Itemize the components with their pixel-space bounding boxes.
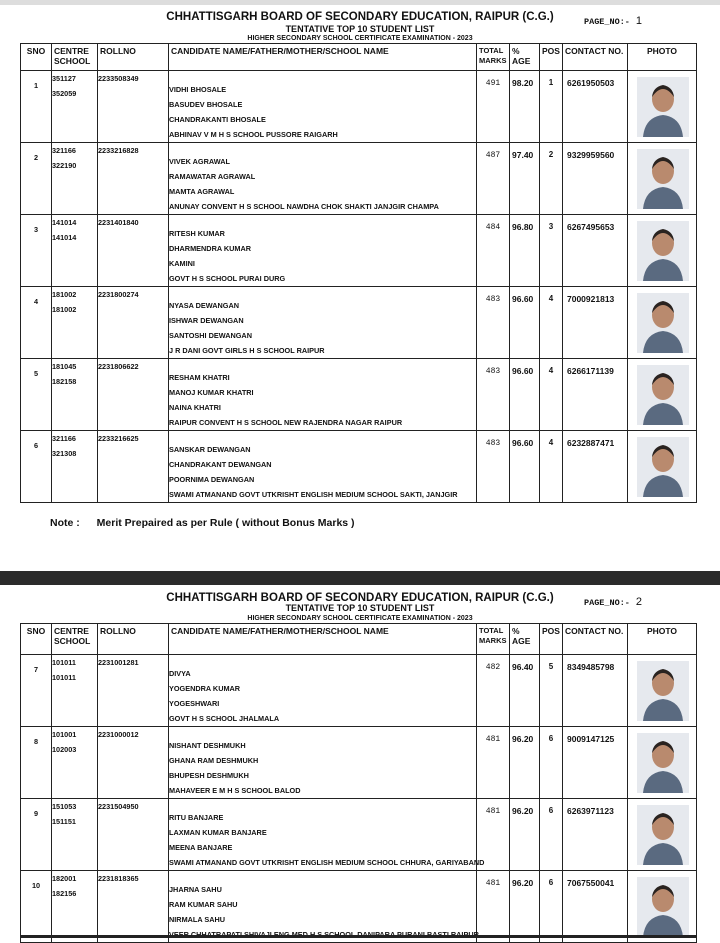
row-centre: 321166 xyxy=(52,146,76,155)
student-photo-icon xyxy=(637,877,689,937)
row-mother-name: CHANDRAKANTI BHOSALE xyxy=(169,115,266,124)
row-father-name: DHARMENDRA KUMAR xyxy=(169,244,252,253)
row-total-marks: 491 xyxy=(477,71,510,143)
student-photo xyxy=(637,77,689,137)
row-school-code: 182158 xyxy=(52,377,77,386)
row-mother-name: BHUPESH DESHMUKH xyxy=(169,771,249,780)
row-school-name: ABHINAV V M H S SCHOOL PUSSORE RAIGARH xyxy=(169,130,338,139)
row-father-name: YOGENDRA KUMAR xyxy=(169,684,241,693)
row-photo-cell xyxy=(628,871,697,943)
row-father-name: LAXMAN KUMAR BANJARE xyxy=(169,828,267,837)
col-header-name: CANDIDATE NAME/FATHER/MOTHER/SCHOOL NAME xyxy=(169,624,477,655)
col-header-pos: POS xyxy=(540,624,563,655)
col-header-contact: CONTACT NO. xyxy=(563,44,628,71)
list-title-page-2: TENTATIVE TOP 10 STUDENT LIST xyxy=(285,603,435,613)
row-school-name: SWAMI ATMANAND GOVT UTKRISHT ENGLISH MEDIUM SCHOOL CHHURA, GARIYABAND xyxy=(169,858,485,867)
row-sno: 9 xyxy=(21,799,52,871)
row-total-marks: 483 xyxy=(477,431,510,503)
page-number-label: PAGE_NO:- xyxy=(584,17,630,27)
row-school-code: 102003 xyxy=(52,745,77,754)
row-school-code: 101011 xyxy=(52,673,76,682)
row-rollno: 2231001281 xyxy=(98,658,139,667)
col-header-total: TOTAL MARKS xyxy=(477,44,510,71)
row-school-code: 181002 xyxy=(52,305,77,314)
table-header-row xyxy=(21,624,697,655)
row-centre: 101011 xyxy=(52,658,76,667)
row-names xyxy=(169,431,477,503)
student-photo-icon xyxy=(637,149,689,209)
row-rollno-cell xyxy=(98,143,169,215)
row-contact: 6266171139 xyxy=(563,359,628,431)
row-position: 3 xyxy=(540,215,563,287)
page-divider xyxy=(0,571,720,585)
row-mother-name: SANTOSHI DEWANGAN xyxy=(169,331,252,340)
row-candidate-name: NYASA DEWANGAN xyxy=(169,301,240,310)
row-photo-cell xyxy=(628,655,697,727)
col-header-sno: SNO xyxy=(21,44,52,71)
row-school-code: 151151 xyxy=(52,817,76,826)
row-school-code: 182156 xyxy=(52,889,77,898)
student-table-page-2 xyxy=(20,623,697,943)
row-centre-school xyxy=(52,359,98,431)
row-percentage: 96.20 xyxy=(510,799,540,871)
row-candidate-name: VIDHI BHOSALE xyxy=(169,85,227,94)
row-rollno: 2231401840 xyxy=(98,218,139,227)
col-header-centre: CENTRE SCHOOL xyxy=(52,44,98,71)
row-school-name: RAIPUR CONVENT H S SCHOOL NEW RAJENDRA NAGAR RAIPUR xyxy=(169,418,403,427)
row-photo-cell xyxy=(628,287,697,359)
row-total-marks: 481 xyxy=(477,871,510,943)
row-percentage: 96.60 xyxy=(510,287,540,359)
row-mother-name: NAINA KHATRI xyxy=(169,403,221,412)
row-centre: 141014 xyxy=(52,218,77,227)
row-centre: 351127 xyxy=(52,74,76,83)
row-centre-school xyxy=(52,727,98,799)
row-sno: 7 xyxy=(21,655,52,727)
row-mother-name: POORNIMA DEWANGAN xyxy=(169,475,255,484)
row-names xyxy=(169,871,477,943)
row-total-marks: 483 xyxy=(477,359,510,431)
row-father-name: RAM KUMAR SAHU xyxy=(169,900,238,909)
col-header-sno: SNO xyxy=(21,624,52,655)
row-percentage: 98.20 xyxy=(510,71,540,143)
row-sno: 4 xyxy=(21,287,52,359)
row-school-name: GOVT H S SCHOOL PURAI DURG xyxy=(169,274,286,283)
row-position: 4 xyxy=(540,359,563,431)
row-mother-name: MEENA BANJARE xyxy=(169,843,233,852)
row-centre-school xyxy=(52,799,98,871)
col-header-pos: POS xyxy=(540,44,563,71)
student-photo-icon xyxy=(637,661,689,721)
row-rollno-cell xyxy=(98,359,169,431)
row-father-name: RAMAWATAR AGRAWAL xyxy=(169,172,256,181)
row-names xyxy=(169,215,477,287)
table-row xyxy=(21,871,697,943)
row-position: 4 xyxy=(540,287,563,359)
row-percentage: 97.40 xyxy=(510,143,540,215)
table-row xyxy=(21,359,697,431)
row-centre-school xyxy=(52,655,98,727)
row-candidate-name: RESHAM KHATRI xyxy=(169,373,230,382)
row-percentage: 96.20 xyxy=(510,871,540,943)
student-photo-icon xyxy=(637,437,689,497)
row-photo-cell xyxy=(628,359,697,431)
row-total-marks: 484 xyxy=(477,215,510,287)
row-rollno-cell xyxy=(98,727,169,799)
row-percentage: 96.60 xyxy=(510,359,540,431)
row-father-name: ISHWAR DEWANGAN xyxy=(169,316,244,325)
row-rollno: 2231000012 xyxy=(98,730,139,739)
row-total-marks: 483 xyxy=(477,287,510,359)
col-header-rollno: ROLLNO xyxy=(98,44,169,71)
row-photo-cell xyxy=(628,799,697,871)
row-total-marks: 481 xyxy=(477,799,510,871)
row-rollno-cell xyxy=(98,71,169,143)
row-rollno: 2231818365 xyxy=(98,874,139,883)
row-candidate-name: DIVYA xyxy=(169,669,191,678)
row-school-code: 141014 xyxy=(52,233,77,242)
col-header-contact: CONTACT NO. xyxy=(563,624,628,655)
row-percentage: 96.40 xyxy=(510,655,540,727)
row-rollno-cell xyxy=(98,431,169,503)
row-rollno-cell xyxy=(98,287,169,359)
col-header-name: CANDIDATE NAME/FATHER/MOTHER/SCHOOL NAME xyxy=(169,44,477,71)
col-header-photo: PHOTO xyxy=(628,44,697,71)
row-contact: 6267495653 xyxy=(563,215,628,287)
row-centre: 181002 xyxy=(52,290,77,299)
student-photo-icon xyxy=(637,733,689,793)
student-photo xyxy=(637,437,689,497)
row-father-name: BASUDEV BHOSALE xyxy=(169,100,243,109)
row-candidate-name: JHARNA SAHU xyxy=(169,885,222,894)
row-total-marks: 482 xyxy=(477,655,510,727)
top-edge-strip xyxy=(0,0,720,5)
student-photo-icon xyxy=(637,293,689,353)
row-position: 4 xyxy=(540,431,563,503)
row-school-name: SWAMI ATMANAND GOVT UTKRISHT ENGLISH MEDIUM SCHOOL SAKTI, JANJGIR xyxy=(169,490,458,499)
row-sno: 8 xyxy=(21,727,52,799)
row-sno: 2 xyxy=(21,143,52,215)
student-photo-icon xyxy=(637,365,689,425)
row-school-name: MAHAVEER E M H S SCHOOL BALOD xyxy=(169,786,301,795)
table-row xyxy=(21,71,697,143)
row-centre-school xyxy=(52,215,98,287)
row-position: 6 xyxy=(540,871,563,943)
row-photo-cell xyxy=(628,431,697,503)
row-father-name: MANOJ KUMAR KHATRI xyxy=(169,388,254,397)
row-names xyxy=(169,359,477,431)
student-photo-icon xyxy=(637,221,689,281)
row-position: 6 xyxy=(540,727,563,799)
row-rollno: 2231800274 xyxy=(98,290,139,299)
row-photo-cell xyxy=(628,215,697,287)
row-school-name: GOVT H S SCHOOL JHALMALA xyxy=(169,714,280,723)
row-position: 5 xyxy=(540,655,563,727)
row-centre: 182001 xyxy=(52,874,77,883)
row-contact: 6232887471 xyxy=(563,431,628,503)
col-header-pct: % AGE xyxy=(510,44,540,71)
student-photo xyxy=(637,661,689,721)
row-rollno: 2233508349 xyxy=(98,74,139,83)
table-row xyxy=(21,431,697,503)
student-photo xyxy=(637,877,689,937)
row-centre: 181045 xyxy=(52,362,77,371)
row-rollno-cell xyxy=(98,215,169,287)
row-position: 6 xyxy=(540,799,563,871)
row-rollno-cell xyxy=(98,871,169,943)
student-photo xyxy=(637,149,689,209)
board-title: CHHATTISGARH BOARD OF SECONDARY EDUCATION, RAIPUR (C.G.) xyxy=(166,11,554,23)
row-percentage: 96.80 xyxy=(510,215,540,287)
merit-note xyxy=(50,517,355,529)
student-table-page-1 xyxy=(20,43,697,503)
row-centre-school xyxy=(52,71,98,143)
row-mother-name: YOGESHWARI xyxy=(169,699,220,708)
page-number-value: 2 xyxy=(635,596,643,608)
row-centre: 321166 xyxy=(52,434,76,443)
row-sno: 10 xyxy=(21,871,52,943)
note-text: Merit Prepaired as per Rule ( without Bonus Marks ) xyxy=(96,517,355,529)
row-names xyxy=(169,655,477,727)
page-number-2 xyxy=(584,596,642,608)
row-names xyxy=(169,287,477,359)
row-centre-school xyxy=(52,871,98,943)
row-photo-cell xyxy=(628,727,697,799)
page-number-value: 1 xyxy=(635,15,643,27)
student-photo xyxy=(637,805,689,865)
student-photo xyxy=(637,365,689,425)
col-header-pct: % AGE xyxy=(510,624,540,655)
row-school-name: ANUNAY CONVENT H S SCHOOL NAWDHA CHOK SHAKTI JANJGIR CHAMPA xyxy=(169,202,439,211)
student-photo-icon xyxy=(637,77,689,137)
student-photo xyxy=(637,733,689,793)
row-centre: 101001 xyxy=(52,730,77,739)
row-contact: 9009147125 xyxy=(563,727,628,799)
row-centre-school xyxy=(52,143,98,215)
row-photo-cell xyxy=(628,71,697,143)
table-row xyxy=(21,143,697,215)
student-photo xyxy=(637,293,689,353)
row-school-code: 322190 xyxy=(52,161,77,170)
row-mother-name: NIRMALA SAHU xyxy=(169,915,226,924)
row-father-name: CHANDRAKANT DEWANGAN xyxy=(169,460,272,469)
table-header-row xyxy=(21,44,697,71)
row-percentage: 96.20 xyxy=(510,727,540,799)
row-contact: 7000921813 xyxy=(563,287,628,359)
exam-title: HIGHER SECONDARY SCHOOL CERTIFICATE EXAMINATION - 2023 xyxy=(247,35,473,42)
board-title-page-2: CHHATTISGARH BOARD OF SECONDARY EDUCATION, RAIPUR (C.G.) xyxy=(166,592,554,604)
row-contact: 9329959560 xyxy=(563,143,628,215)
row-candidate-name: RITU BANJARE xyxy=(169,813,224,822)
note-label: Note : xyxy=(50,517,80,529)
row-rollno: 2231806622 xyxy=(98,362,139,371)
page-bottom-edge xyxy=(20,935,696,938)
row-sno: 5 xyxy=(21,359,52,431)
row-centre-school xyxy=(52,287,98,359)
row-school-name: J R DANI GOVT GIRLS H S SCHOOL RAIPUR xyxy=(169,346,325,355)
row-candidate-name: NISHANT DESHMUKH xyxy=(169,741,246,750)
row-sno: 1 xyxy=(21,71,52,143)
row-rollno: 2233216828 xyxy=(98,146,139,155)
row-contact: 6263971123 xyxy=(563,799,628,871)
row-school-code: 352059 xyxy=(52,89,77,98)
row-centre-school xyxy=(52,431,98,503)
row-candidate-name: SANSKAR DEWANGAN xyxy=(169,445,251,454)
row-rollno: 2231504950 xyxy=(98,802,139,811)
row-names xyxy=(169,727,477,799)
row-contact: 7067550041 xyxy=(563,871,628,943)
row-names xyxy=(169,799,485,871)
row-candidate-name: RITESH KUMAR xyxy=(169,229,225,238)
table-row xyxy=(21,287,697,359)
col-header-photo: PHOTO xyxy=(628,624,697,655)
row-rollno-cell xyxy=(98,655,169,727)
col-header-centre: CENTRE SCHOOL xyxy=(52,624,98,655)
table-row xyxy=(21,727,697,799)
row-sno: 3 xyxy=(21,215,52,287)
table-row xyxy=(21,655,697,727)
row-candidate-name: VIVEK AGRAWAL xyxy=(169,157,230,166)
exam-title-page-2: HIGHER SECONDARY SCHOOL CERTIFICATE EXAMINATION - 2023 xyxy=(247,615,473,622)
list-title: TENTATIVE TOP 10 STUDENT LIST xyxy=(285,24,435,34)
col-header-rollno: ROLLNO xyxy=(98,624,169,655)
row-father-name: GHANA RAM DESHMUKH xyxy=(169,756,259,765)
page-number-label: PAGE_NO:- xyxy=(584,598,630,608)
row-position: 1 xyxy=(540,71,563,143)
row-contact: 8349485798 xyxy=(563,655,628,727)
row-total-marks: 481 xyxy=(477,727,510,799)
row-mother-name: MAMTA AGRAWAL xyxy=(169,187,235,196)
table-row xyxy=(21,215,697,287)
student-photo-icon xyxy=(637,805,689,865)
student-photo xyxy=(637,221,689,281)
row-sno: 6 xyxy=(21,431,52,503)
row-rollno-cell xyxy=(98,799,169,871)
row-names xyxy=(169,71,477,143)
row-names xyxy=(169,143,477,215)
row-rollno: 2233216625 xyxy=(98,434,139,443)
row-school-code: 321308 xyxy=(52,449,77,458)
row-photo-cell xyxy=(628,143,697,215)
col-header-total: TOTAL MARKS xyxy=(477,624,510,655)
page-number xyxy=(584,15,642,27)
row-total-marks: 487 xyxy=(477,143,510,215)
row-centre: 151053 xyxy=(52,802,77,811)
row-mother-name: KAMINI xyxy=(169,259,195,268)
table-row xyxy=(21,799,697,871)
row-contact: 6261950503 xyxy=(563,71,628,143)
row-position: 2 xyxy=(540,143,563,215)
row-percentage: 96.60 xyxy=(510,431,540,503)
